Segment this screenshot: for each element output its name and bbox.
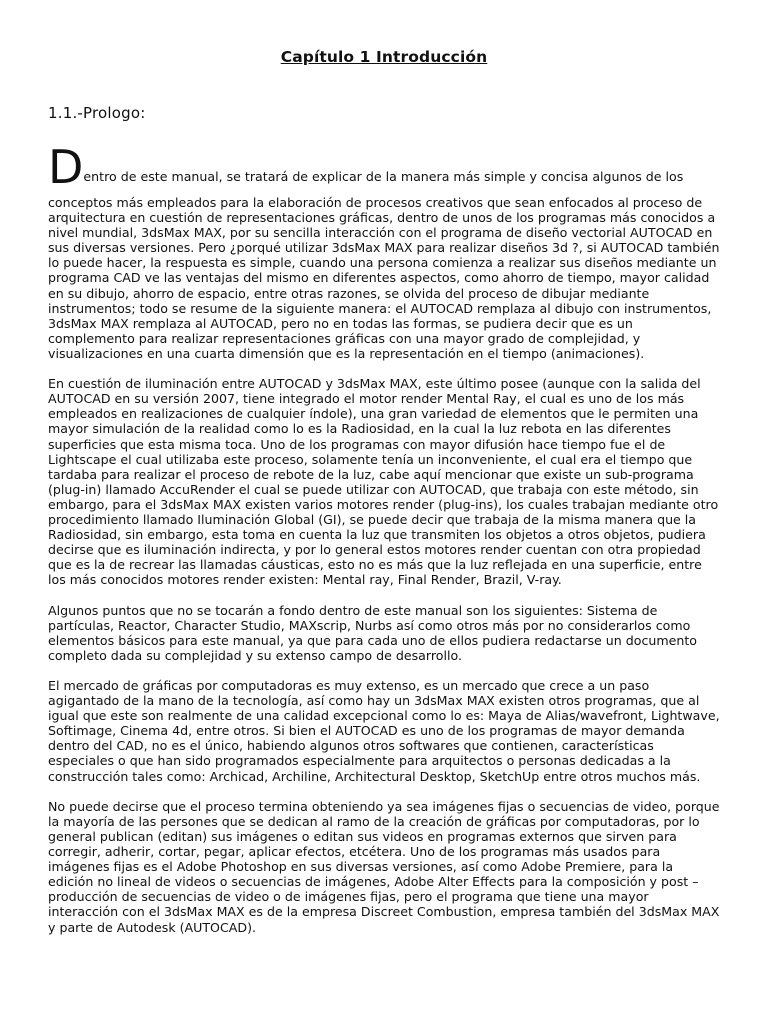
chapter-title: Capítulo 1 Introducción: [280, 48, 488, 66]
paragraph-5: No puede decirse que el proceso termina obteniendo ya sea imágenes fijas o secuencias de video, porque la mayoría de las persones que se dedican al ramo de la creación de gráficas por computadoras, por lo general publican (editan) sus imágenes o editan sus videos en programas externos que sirven para corregir, adherir, cortar, pegar, aplicar efectos, etcétera. Uno de los programas más usados para imágenes fijas es el Adobe Photoshop en sus diversas versiones, así como Adobe Premiere, para la edición no lineal de videos o secuencias de imágenes, Adobe Alter Effects para la composición y post –producción de secuencias de video o de imágenes fijas, pero el programa que tiene una mayor interacción con el 3dsMax MAX es de la empresa Discreet Combustion, empresa también del 3dsMax MAX y parte de Autodesk (AUTOCAD).: [48, 798, 720, 935]
section-heading: 1.1.-Prologo:: [48, 104, 146, 122]
first-line-text: entro de este manual, se tratará de explicar de la manera más simple y concisa algunos de los: [83, 169, 684, 184]
paragraph-3: Algunos puntos que no se tocarán a fondo dentro de este manual son los siguientes: Sistema de partículas, Reactor, Character Studio, MAXscrip, Nurbs así como otros más por no considerarlos como elementos básicos para este manual, ya que para cada uno de ellos pudiera redactarse un documento completo dada su complejidad y su extenso campo de desarrollo.: [48, 602, 698, 663]
paragraph-2: En cuestión de iluminación entre AUTOCAD y 3dsMax MAX, este último posee (aunque con la salida del AUTOCAD en su versión 2007, tiene integrado el motor render Mental Ray, el cual es uno de los más empleados en realizaciones de cualquier índole), una gran variedad de elementos que le permiten una mayor simulación de la realidad como lo es la Radiosidad, en la cual la luz rebota en las diferentes superficies que esta misma toca. Uno de los programas con mayor difusión hace tiempo fue el de Lightscape el cual utilizaba este proceso, solamente tenía un inconveniente, el cual era el tiempo que tardaba para realizar el proceso de rebote de la luz, cabe aquí mencionar que existe un sub-programa (plug-in) llamado AccuRender el cual se puede utilizar con AUTOCAD, que trabaja con este método, sin embargo, para el 3dsMax MAX existen varios motores render (plug-ins), los cuales trabajan mediante otro procedimiento llamado Iluminación Global (GI), se puede decir que trabaja de la misma manera que la Radiosidad, sin embargo, esta toma en cuenta la luz que transmiten los objetos a otros objetos, pudiera decirse que es iluminación indirecta, y por lo general estos motores render cuentan con otra propiedad que es la de recrear las llamadas cáusticas, esto no es más que la luz reflejada en una superficie, entre los más conocidos motores render existen: Mental ray, Final Render, Brazil, V-ray.: [48, 376, 719, 588]
paragraph-4: El mercado de gráficas por computadoras es muy extenso, es un mercado que crece a un paso agigantado de la mano de la tecnología, así como hay un 3dsMax MAX existen otros programas, que al igual que este son realmente de una calidad excepcional como lo es: Maya de Alias/wavefront, Lightwave, Softimage, Cinema 4d, entre otros. Si bien el AUTOCAD es uno de los programas de mayor demanda dentro del CAD, no es el único, habiendo algunos otros softwares que contienen, características especiales o que han sido programados especialmente para arquitectos o personas dedicadas a la construcción tales como: Archicad, Archiline, Architectural Desktop, SketchUp entre otros muchos más.: [48, 678, 720, 784]
body-text: [48, 140, 720, 950]
paragraph-1-text: conceptos más empleados para la elaboración de procesos creativos que sean enfocados al proceso de arquitectura en cuestión de representaciones gráficas, dentro de unos de los programas más conocidos a nivel mundial, 3dsMax MAX, por su sencilla interacción con el programa de diseño vectorial AUTOCAD en sus diversas versiones. Pero ¿porqué utilizar 3dsMax MAX para realizar diseños 3d ?, si AUTOCAD también lo puede hacer, la respuesta es simple, cuando una persona comienza a realizar sus diseños mediante un programa CAD ve las ventajas del mismo en diferentes aspectos, como ahorro de tiempo, mayor calidad en su dibujo, ahorro de espacio, entre otras razones, se olvida del proceso de dibujar mediante instrumentos; todo se resume de la siguiente manera: el AUTOCAD remplaza al dibujo con instrumentos, 3dsMax MAX remplaza al AUTOCAD, pero no en todas las formas, se pudiera decir que es un complemento para realizar representaciones gráficas con una mayor grado de complejidad, y visualizaciones en una cuarta dimensión que es la representación en el tiempo (animaciones).: [48, 195, 720, 361]
drop-cap: D: [48, 140, 84, 194]
paragraph-1: [48, 140, 720, 361]
first-line: [48, 140, 720, 194]
